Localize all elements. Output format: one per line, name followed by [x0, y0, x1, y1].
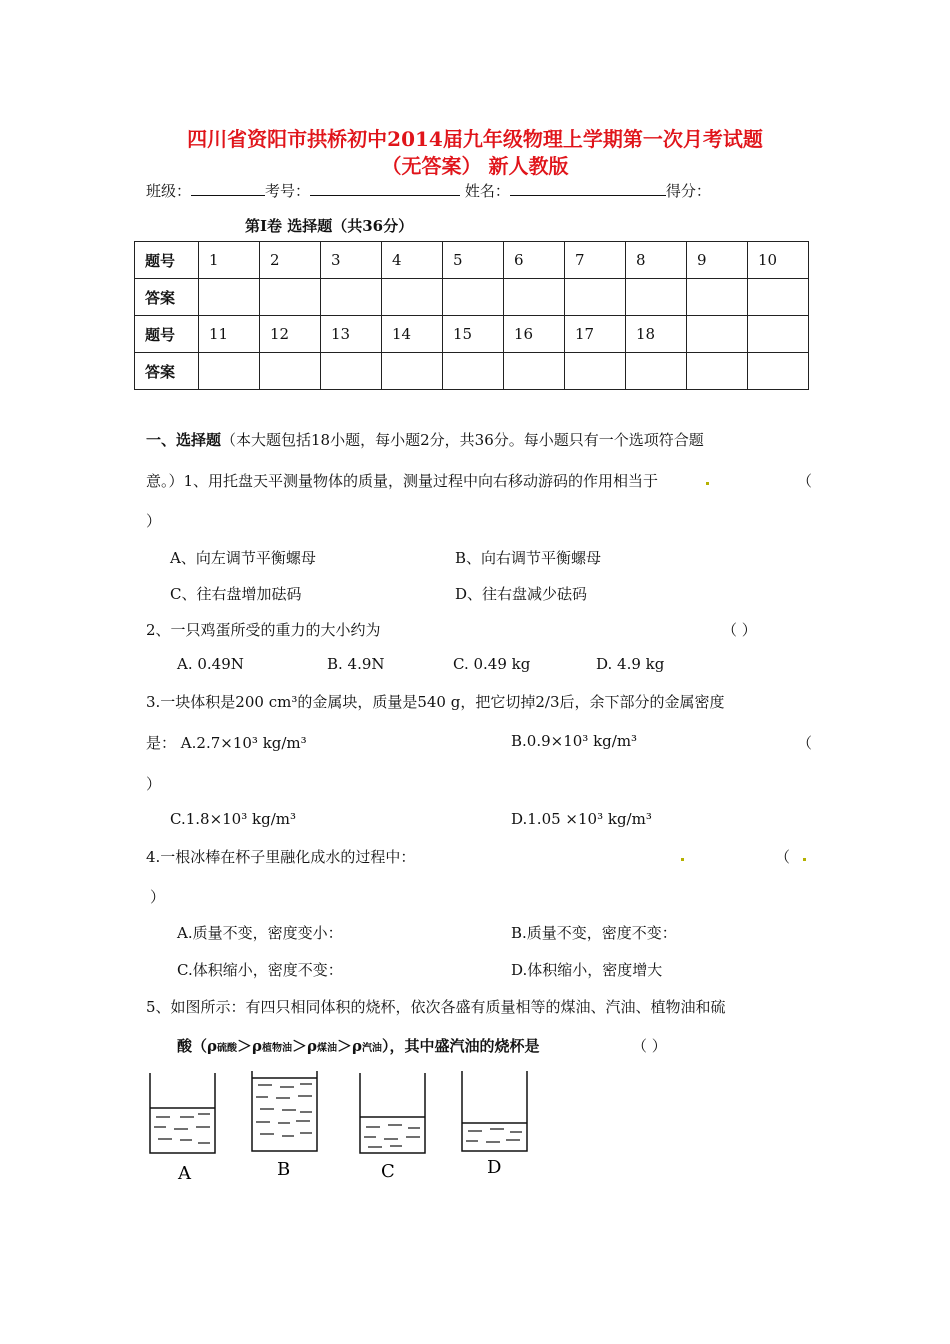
question-number-cell: 18	[626, 316, 687, 353]
row-label: 答案	[135, 279, 199, 316]
answer-cell[interactable]	[199, 353, 260, 390]
q1-paren-open: （	[797, 472, 813, 490]
q2-option-c: C. 0.49 kg	[453, 655, 531, 673]
question-number-cell: 14	[382, 316, 443, 353]
q5-rho: 酸（ρ	[177, 1037, 217, 1055]
answer-cell[interactable]	[687, 353, 748, 390]
q4-paren-open: （	[775, 848, 791, 866]
q4-paren-close: ）	[150, 888, 166, 906]
q2-option-b: B. 4.9N	[327, 655, 385, 673]
name-field[interactable]	[510, 181, 666, 196]
q3-paren-open: （	[797, 734, 813, 752]
q5-sub-kerosene: 煤油	[316, 1043, 337, 1054]
q5-gt: ＞ρ	[291, 1037, 317, 1055]
stray-mark	[803, 858, 806, 861]
q5-sub-gasoline: 汽油	[361, 1043, 382, 1054]
answer-cell[interactable]	[382, 279, 443, 316]
answer-cell[interactable]	[748, 279, 809, 316]
score-label: 得分：	[665, 182, 711, 200]
intro-line1	[146, 429, 704, 450]
answer-cell[interactable]	[321, 353, 382, 390]
section-title: 第Ⅰ卷 选择题（共36分）	[245, 217, 414, 235]
q2-paren: （ ）	[722, 621, 757, 639]
answer-cell[interactable]	[382, 353, 443, 390]
beaker-label-d: D	[487, 1157, 502, 1178]
q5-stem: 5、如图所示：有四只相同体积的烧杯，依次各盛有质量相等的煤油、汽油、植物油和硫	[146, 998, 726, 1016]
question-number-cell: 8	[626, 242, 687, 279]
question-number-cell: 16	[504, 316, 565, 353]
row-label: 题号	[135, 316, 199, 353]
q4-stem: 4.一根冰棒在杯子里融化成水的过程中：	[146, 848, 416, 866]
beaker-b	[252, 1071, 317, 1151]
beaker-label-c: C	[381, 1161, 395, 1182]
q4-option-d: D.体积缩小，密度增大	[511, 961, 663, 979]
info-line	[146, 180, 711, 201]
answer-cell[interactable]	[565, 353, 626, 390]
q2-option-d: D. 4.9 kg	[596, 655, 665, 673]
beaker-c	[360, 1073, 425, 1153]
q2-stem: 2、一只鸡蛋所受的重力的大小约为	[146, 621, 381, 639]
class-field[interactable]	[191, 181, 265, 196]
beaker-a	[150, 1073, 215, 1153]
page-title-line2: （无答案） 新人教版	[381, 154, 569, 178]
table-row	[135, 279, 809, 316]
question-number-cell: 1	[199, 242, 260, 279]
answer-cell[interactable]	[443, 353, 504, 390]
answer-cell[interactable]	[321, 279, 382, 316]
intro-text-end: 意。）	[146, 472, 184, 490]
answer-cell[interactable]	[687, 279, 748, 316]
q3-line2-start: 是：	[146, 734, 177, 752]
q3-stem: 3.一块体积是200 cm³的金属块，质量是540 g，把它切掉2/3后，余下部分的金属密度	[146, 693, 725, 711]
beaker-d	[462, 1071, 527, 1151]
question-number-cell: 5	[443, 242, 504, 279]
intro-text: （本大题包括18小题，每小题2分，共36分。每小题只有一个选项符合题	[221, 431, 704, 449]
stray-mark	[681, 858, 684, 861]
q5-gt: ＞ρ	[336, 1037, 362, 1055]
q3-paren-close: ）	[146, 775, 162, 793]
beakers-figure	[140, 1065, 540, 1185]
answer-cell[interactable]	[504, 279, 565, 316]
table-row	[135, 242, 809, 279]
question-number-cell: 3	[321, 242, 382, 279]
q3-line2	[146, 732, 307, 753]
table-row	[135, 316, 809, 353]
beaker-label-b: B	[277, 1159, 291, 1180]
answer-cell[interactable]	[626, 353, 687, 390]
q4-option-b: B.质量不变，密度不变：	[511, 924, 677, 942]
q1-paren-close: ）	[146, 512, 162, 530]
question-number-cell: 4	[382, 242, 443, 279]
intro-heading: 一、选择题	[146, 431, 222, 449]
answer-cell[interactable]	[565, 279, 626, 316]
q3-option-b: B.0.9×10³ kg/m³	[511, 732, 638, 750]
answer-cell[interactable]	[626, 279, 687, 316]
row-label: 题号	[135, 242, 199, 279]
q1-option-a: A、向左调节平衡螺母	[170, 549, 316, 567]
table-row	[135, 353, 809, 390]
q1-stem: 1、用托盘天平测量物体的质量，测量过程中向右移动游码的作用相当于	[183, 472, 659, 490]
exam-no-field[interactable]	[310, 181, 460, 196]
question-number-cell	[748, 316, 809, 353]
question-number-cell: 17	[565, 316, 626, 353]
question-number-cell: 12	[260, 316, 321, 353]
q5-gt: ＞ρ	[236, 1037, 262, 1055]
q2-option-a: A. 0.49N	[177, 655, 244, 673]
question-number-cell: 11	[199, 316, 260, 353]
answer-cell[interactable]	[199, 279, 260, 316]
q3-option-d: D.1.05 ×10³ kg/m³	[511, 810, 652, 828]
page-title-line1: 四川省资阳市拱桥初中2014届九年级物理上学期第一次月考试题	[187, 127, 763, 151]
answer-table	[134, 241, 809, 390]
q4-option-a: A.质量不变，密度变小：	[177, 924, 343, 942]
exam-no-label: 考号：	[265, 182, 311, 200]
q4-option-c: C.体积缩小，密度不变：	[177, 961, 343, 979]
question-number-cell: 6	[504, 242, 565, 279]
question-number-cell: 2	[260, 242, 321, 279]
question-number-cell: 7	[565, 242, 626, 279]
stray-mark	[706, 482, 709, 485]
q3-option-c: C.1.8×10³ kg/m³	[170, 810, 296, 828]
answer-cell[interactable]	[443, 279, 504, 316]
q3-option-a: A.2.7×10³ kg/m³	[180, 734, 307, 752]
question-number-cell	[687, 316, 748, 353]
question-number-cell: 15	[443, 316, 504, 353]
row-label: 答案	[135, 353, 199, 390]
beaker-label-a: A	[178, 1163, 191, 1184]
q5-line2-post: ），其中盛汽油的烧杯是	[381, 1037, 540, 1055]
q5-sub-sulfuric: 硫酸	[216, 1043, 237, 1054]
q5-sub-veg-oil: 植物油	[261, 1043, 292, 1054]
q5-paren: （ ）	[632, 1037, 667, 1055]
question-number-cell: 9	[687, 242, 748, 279]
q1-option-d: D、往右盘减少砝码	[455, 585, 588, 603]
q1-option-b: B、向右调节平衡螺母	[455, 549, 602, 567]
answer-cell[interactable]	[260, 353, 321, 390]
question-number-cell: 13	[321, 316, 382, 353]
answer-cell[interactable]	[748, 353, 809, 390]
q1-option-c: C、往右盘增加砝码	[170, 585, 302, 603]
question-number-cell: 10	[748, 242, 809, 279]
name-label: 姓名：	[464, 182, 510, 200]
answer-cell[interactable]	[260, 279, 321, 316]
class-label: 班级：	[146, 182, 192, 200]
answer-cell[interactable]	[504, 353, 565, 390]
q1-line	[146, 470, 658, 491]
q5-line2	[177, 1035, 539, 1056]
